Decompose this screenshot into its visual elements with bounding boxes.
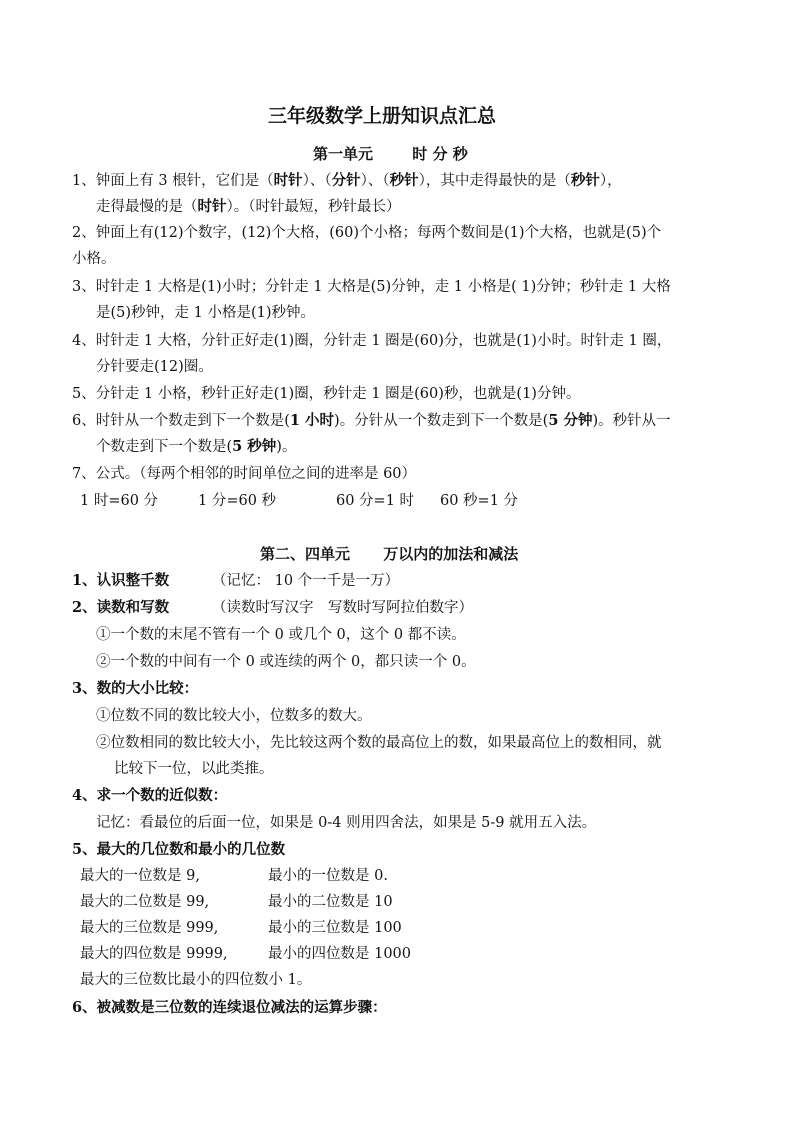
text: )。秒针从一 xyxy=(592,413,671,429)
max-2-digit: 最大的二位数是 99, xyxy=(80,894,210,910)
text: ），其中走得最快的是（ xyxy=(418,173,571,189)
max-3-digit: 最大的三位数是 999, xyxy=(80,920,219,936)
max-4-digit: 最大的四位数是 9999, xyxy=(80,946,228,962)
unit2-section-4-note: 记忆：看最位的后面一位，如果是 0-4 则用四舍法，如果是 5-9 就用五入法。 xyxy=(96,815,597,831)
text: 6、时针从一个数走到下一个数是( xyxy=(72,413,290,429)
unit2-section-6: 6、被减数是三位数的连续退位减法的运算步骤： xyxy=(72,999,387,1016)
formula-1: 1 时=60 分 xyxy=(80,493,159,509)
unit1-item-3-cont: 是(5)秒钟，走 1 小格是(1)秒钟。 xyxy=(96,305,316,321)
text: ）。（时针最短，秒针最长） xyxy=(226,199,401,215)
unit1-heading xyxy=(313,144,468,164)
unit1-heading-label: 第一单元 xyxy=(313,145,374,163)
answer-second-hand: 秒针 xyxy=(389,172,419,189)
unit1-item-4: 4、时针走 1 大格，分针正好走(1)圈，分针走 1 圈是(60)分，也就是(1)小时。时针走 1 圈， xyxy=(72,333,672,349)
text: )。分针从一个数走到下一个数是( xyxy=(334,413,549,429)
min-3-digit: 最小的三位数是 100 xyxy=(268,920,402,936)
formula-2: 1 分=60 秒 xyxy=(198,493,277,509)
unit2-section-5: 5、最大的几位数和最小的几位数 xyxy=(72,841,286,858)
text: ）， xyxy=(599,173,622,189)
answer: 1 小时 xyxy=(289,412,335,429)
answer: 5 秒钟 xyxy=(232,438,277,455)
formula-3: 60 分=1 时 xyxy=(336,493,415,509)
unit2-section-2-note: （读数时写汉字 写数时写阿拉伯数字） xyxy=(212,600,473,616)
unit2-section-5-summary: 最大的三位数比最小的四位数小 1。 xyxy=(80,972,312,988)
unit1-item-6 xyxy=(72,411,671,431)
text: 个数走到下一个数是( xyxy=(96,439,233,455)
unit2-section-2: 2、读数和写数 xyxy=(72,599,170,616)
unit1-item-5: 5、分针走 1 小格，秒针正好走(1)圈，秒针走 1 圈是(60)秒，也就是(1)分钟。 xyxy=(72,386,581,402)
unit2-heading-label: 第二、四单元 xyxy=(260,545,351,563)
formula-4: 60 秒=1 分 xyxy=(440,493,519,509)
answer-minute-hand: 分针 xyxy=(331,172,361,189)
min-4-digit: 最小的四位数是 1000 xyxy=(268,946,412,962)
text: )。 xyxy=(276,439,297,455)
unit1-item-4-cont: 分针要走(12)圈。 xyxy=(96,359,213,375)
min-1-digit: 最小的一位数是 0. xyxy=(268,868,388,884)
unit2-heading-topic: 万以内的加法和减法 xyxy=(383,545,519,563)
min-2-digit: 最小的二位数是 10 xyxy=(268,894,393,910)
unit2-section-2-point-1: ①一个数的末尾不管有一个 0 或几个 0，这个 0 都不读。 xyxy=(96,627,466,643)
unit1-item-2: 2、钟面上有(12)个数字，(12)个大格，(60)个小格；每两个数间是(1)个大格，也就是(5)个 xyxy=(72,225,662,241)
doc-title: 三年级数学上册知识点汇总 xyxy=(268,105,497,127)
unit1-heading-topic: 时 分 秒 xyxy=(412,145,468,163)
unit2-heading xyxy=(260,544,518,564)
unit2-section-3: 3、数的大小比较： xyxy=(72,680,199,697)
unit1-item-7: 7、公式。（每两个相邻的时间单位之间的进率是 60） xyxy=(72,466,417,482)
unit2-section-1-note: （记忆： 10 个一千是一万） xyxy=(212,573,400,589)
unit1-item-6-cont xyxy=(96,437,296,457)
unit1-item-1 xyxy=(72,171,622,191)
text: 走得最慢的是（ xyxy=(96,199,198,215)
unit2-section-3-point-2: ②位数相同的数比较大小，先比较这两个数的最高位上的数，如果最高位上的数相同，就 xyxy=(96,735,662,751)
answer-fastest: 秒针 xyxy=(570,172,600,189)
text: ）、（ xyxy=(360,173,390,189)
answer: 5 分钟 xyxy=(548,412,593,429)
answer-hour-hand: 时针 xyxy=(273,172,303,189)
text: ）、（ xyxy=(302,173,332,189)
answer-slowest: 时针 xyxy=(197,198,227,215)
unit2-section-4: 4、求一个数的近似数： xyxy=(72,787,228,804)
max-1-digit: 最大的一位数是 9, xyxy=(80,868,200,884)
unit2-section-3-point-1: ①位数不同的数比较大小，位数多的数大。 xyxy=(96,708,372,724)
unit2-section-1: 1、认识整千数 xyxy=(72,572,170,589)
unit2-section-2-point-2: ②一个数的中间有一个 0 或连续的两个 0，都只读一个 0。 xyxy=(96,654,476,670)
text: 1、钟面上有 3 根针，它们是（ xyxy=(72,173,274,189)
unit1-item-3: 3、时针走 1 大格是(1)小时；分针走 1 大格是(5)分钟，走 1 小格是( 1)分钟；秒针走 1 大格 xyxy=(72,279,671,295)
unit1-item-1-cont xyxy=(96,197,401,217)
unit1-item-2-cont: 小格。 xyxy=(72,251,116,267)
unit2-section-3-point-2-cont: 比较下一位，以此类推。 xyxy=(114,761,274,777)
